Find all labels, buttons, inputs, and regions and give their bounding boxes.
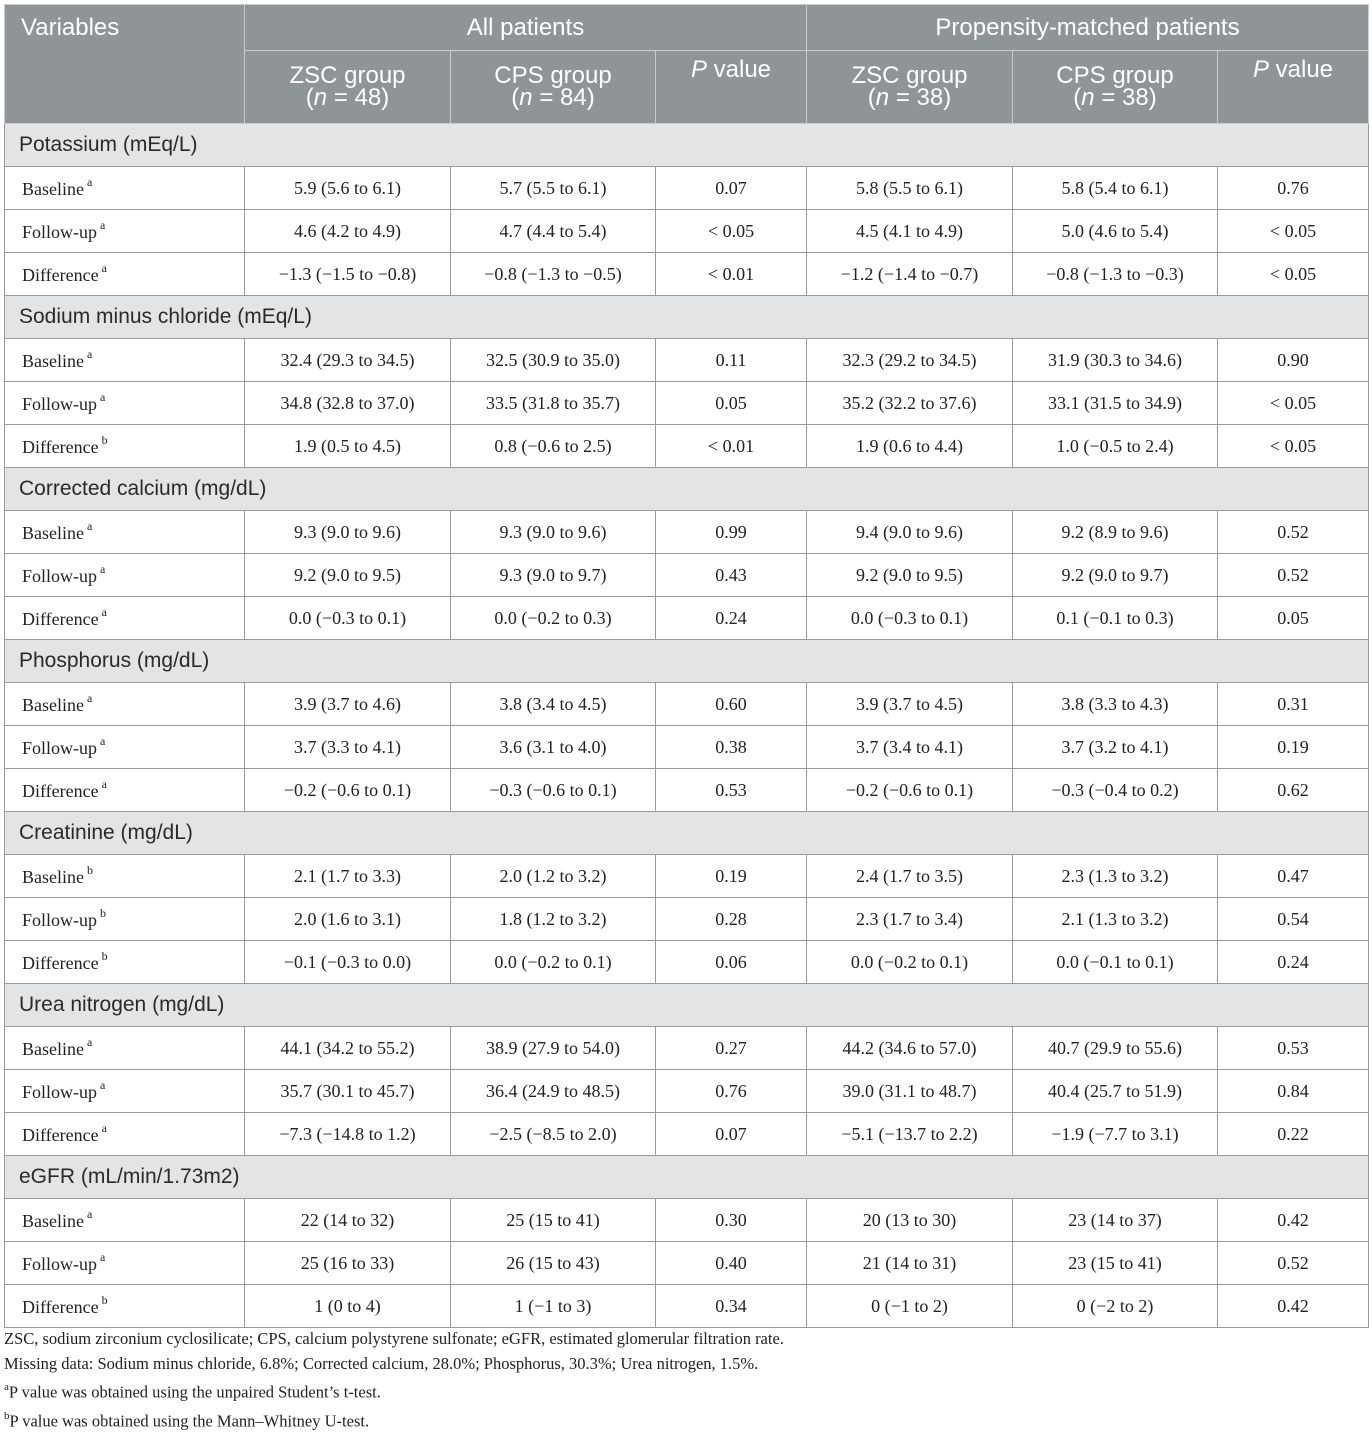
row-label-cell <box>5 554 245 597</box>
table-row <box>5 210 1369 253</box>
value-cell: 9.2 (9.0 to 9.5) <box>807 554 1013 597</box>
row-label-cell <box>5 1113 245 1156</box>
value-cell: 0 (−2 to 2) <box>1013 1285 1218 1328</box>
value-cell: 9.4 (9.0 to 9.6) <box>807 511 1013 554</box>
row-label: Baseline <box>22 866 84 887</box>
table-row <box>5 683 1369 726</box>
table-row <box>5 1113 1369 1156</box>
table-row <box>5 425 1369 468</box>
table-header <box>5 5 1369 124</box>
table-row <box>5 253 1369 296</box>
row-label: Follow-up <box>22 393 98 414</box>
value-cell: 0.62 <box>1218 769 1369 812</box>
row-label-cell <box>5 425 245 468</box>
value-cell: 1.9 (0.5 to 4.5) <box>245 425 451 468</box>
value-cell: 0.0 (−0.2 to 0.1) <box>807 941 1013 984</box>
value-cell: 0.0 (−0.2 to 0.3) <box>451 597 656 640</box>
value-cell: < 0.05 <box>1218 425 1369 468</box>
p-symbol: P <box>690 56 707 83</box>
row-footnote-mark: a <box>100 1249 106 1264</box>
table-row <box>5 167 1369 210</box>
value-cell: 0.99 <box>656 511 807 554</box>
table-row <box>5 1242 1369 1285</box>
value-cell: 9.3 (9.0 to 9.6) <box>245 511 451 554</box>
footnote-a-text: P value was obtained using the unpaired Student’s t-test. <box>8 1382 381 1402</box>
row-footnote-mark: a <box>101 604 107 619</box>
table-row <box>5 1027 1369 1070</box>
value-cell: −0.8 (−1.3 to −0.5) <box>451 253 656 296</box>
value-cell: 4.7 (4.4 to 5.4) <box>451 210 656 253</box>
value-cell: 21 (14 to 31) <box>807 1242 1013 1285</box>
section-title: eGFR (mL/min/1.73m2) <box>5 1156 1369 1199</box>
value-cell: 0.52 <box>1218 554 1369 597</box>
row-label: Follow-up <box>22 565 98 586</box>
n-symbol: n <box>1081 84 1095 111</box>
section-title: Creatinine (mg/dL) <box>5 812 1369 855</box>
section-title: Sodium minus chloride (mEq/L) <box>5 296 1369 339</box>
value-cell: 0.27 <box>656 1027 807 1070</box>
value-cell: 1 (−1 to 3) <box>451 1285 656 1328</box>
row-label: Difference <box>22 608 99 629</box>
row-label-cell <box>5 511 245 554</box>
value-cell: 3.9 (3.7 to 4.5) <box>807 683 1013 726</box>
value-cell: 2.0 (1.2 to 3.2) <box>451 855 656 898</box>
n-value: = 48 <box>333 84 382 111</box>
p-symbol: P <box>1252 56 1269 83</box>
section-row <box>5 1156 1369 1199</box>
value-cell: 9.2 (9.0 to 9.5) <box>245 554 451 597</box>
cps-label: CPS group <box>494 62 612 89</box>
all-patients-header: All patients <box>245 5 807 51</box>
row-footnote-mark: a <box>100 733 106 748</box>
footnote-a <box>4 1376 1368 1405</box>
value-cell: 0.24 <box>1218 941 1369 984</box>
value-cell: 3.7 (3.3 to 4.1) <box>245 726 451 769</box>
n-symbol: n <box>875 84 890 111</box>
row-label: Follow-up <box>22 1081 98 1102</box>
value-cell: 0.42 <box>1218 1285 1369 1328</box>
value-cell: −0.1 (−0.3 to 0.0) <box>245 941 451 984</box>
value-cell: 2.1 (1.7 to 3.3) <box>245 855 451 898</box>
value-cell: −0.2 (−0.6 to 0.1) <box>245 769 451 812</box>
value-cell: 39.0 (31.1 to 48.7) <box>807 1070 1013 1113</box>
all-zsc-header: ZSC group (n = 48) <box>245 51 451 124</box>
value-cell: 0.54 <box>1218 898 1369 941</box>
value-cell: 34.8 (32.8 to 37.0) <box>245 382 451 425</box>
value-cell: −1.9 (−7.7 to 3.1) <box>1013 1113 1218 1156</box>
value-cell: < 0.05 <box>656 210 807 253</box>
value-cell: 5.0 (4.6 to 5.4) <box>1013 210 1218 253</box>
all-cps-header: CPS group (n = 84) <box>451 51 656 124</box>
row-label: Follow-up <box>22 1253 98 1274</box>
lab-values-table <box>4 4 1369 1328</box>
value-cell: 9.3 (9.0 to 9.6) <box>451 511 656 554</box>
value-cell: 1.0 (−0.5 to 2.4) <box>1013 425 1218 468</box>
footnote-b-text: P value was obtained using the Mann–Whitney U-test. <box>9 1411 370 1431</box>
row-footnote-mark: b <box>100 905 107 920</box>
value-cell: 0.05 <box>656 382 807 425</box>
section-title: Urea nitrogen (mg/dL) <box>5 984 1369 1027</box>
value-cell: 0.05 <box>1218 597 1369 640</box>
section-row <box>5 812 1369 855</box>
row-footnote-mark: a <box>86 174 93 189</box>
section-title: Phosphorus (mg/dL) <box>5 640 1369 683</box>
row-label-cell <box>5 167 245 210</box>
value-cell: −0.3 (−0.4 to 0.2) <box>1013 769 1218 812</box>
variables-header: Variables <box>5 5 245 124</box>
matched-zsc-header: ZSC group (n = 38) <box>807 51 1013 124</box>
row-label-cell <box>5 941 245 984</box>
value-cell: 2.0 (1.6 to 3.1) <box>245 898 451 941</box>
value-cell: 32.4 (29.3 to 34.5) <box>245 339 451 382</box>
value-cell: 22 (14 to 32) <box>245 1199 451 1242</box>
value-cell: 35.2 (32.2 to 37.6) <box>807 382 1013 425</box>
value-cell: < 0.01 <box>656 425 807 468</box>
row-label: Difference <box>22 952 99 973</box>
value-cell: 5.9 (5.6 to 6.1) <box>245 167 451 210</box>
value-cell: −5.1 (−13.7 to 2.2) <box>807 1113 1013 1156</box>
n-value: = 38 <box>1101 84 1149 111</box>
value-cell: 2.4 (1.7 to 3.5) <box>807 855 1013 898</box>
missing-data-note: Missing data: Sodium minus chloride, 6.8%; Corrected calcium, 28.0%; Phosphorus, 30.3%; Urea nitrogen, 1.5%. <box>4 1353 759 1373</box>
footnote-b <box>4 1405 1368 1434</box>
value-cell: 0.43 <box>656 554 807 597</box>
table-row <box>5 769 1369 812</box>
value-cell: < 0.05 <box>1218 253 1369 296</box>
value-cell: 4.5 (4.1 to 4.9) <box>807 210 1013 253</box>
table-row <box>5 1070 1369 1113</box>
row-footnote-mark: a <box>86 690 93 705</box>
section-row <box>5 296 1369 339</box>
value-cell: 20 (13 to 30) <box>807 1199 1013 1242</box>
value-cell: 0.52 <box>1218 1242 1369 1285</box>
row-label: Follow-up <box>22 909 98 930</box>
section-row <box>5 124 1369 167</box>
abbreviation-note: ZSC, sodium zirconium cyclosilicate; CPS, calcium polystyrene sulfonate; eGFR, estimated glomerular filtration rate. <box>4 1329 784 1348</box>
row-label: Baseline <box>22 694 84 715</box>
n-symbol: n <box>313 84 328 111</box>
row-footnote-mark: a <box>86 1034 93 1049</box>
value-cell: 1 (0 to 4) <box>245 1285 451 1328</box>
value-cell: 0.19 <box>656 855 807 898</box>
value-cell: 0.38 <box>656 726 807 769</box>
value-cell: 0.24 <box>656 597 807 640</box>
value-cell: 0.28 <box>656 898 807 941</box>
row-footnote-mark: a <box>101 1120 107 1135</box>
value-cell: 0.0 (−0.3 to 0.1) <box>807 597 1013 640</box>
row-label-cell <box>5 855 245 898</box>
value-cell: 33.1 (31.5 to 34.9) <box>1013 382 1218 425</box>
value-cell: 3.9 (3.7 to 4.6) <box>245 683 451 726</box>
value-cell: 44.2 (34.6 to 57.0) <box>807 1027 1013 1070</box>
value-cell: 1.9 (0.6 to 4.4) <box>807 425 1013 468</box>
row-label: Follow-up <box>22 737 98 758</box>
value-cell: 0.42 <box>1218 1199 1369 1242</box>
value-cell: 31.9 (30.3 to 34.6) <box>1013 339 1218 382</box>
row-footnote-mark: b <box>86 862 93 877</box>
row-footnote-mark: a <box>100 561 106 576</box>
value-cell: 0 (−1 to 2) <box>807 1285 1013 1328</box>
value-cell: 0.60 <box>656 683 807 726</box>
footnote-b-mark: b <box>4 1410 10 1422</box>
row-label: Difference <box>22 1124 99 1145</box>
value-cell: 0.76 <box>1218 167 1369 210</box>
value-cell: 0.8 (−0.6 to 2.5) <box>451 425 656 468</box>
value-cell: 4.6 (4.2 to 4.9) <box>245 210 451 253</box>
value-cell: 0.1 (−0.1 to 0.3) <box>1013 597 1218 640</box>
row-label-cell <box>5 339 245 382</box>
table-container <box>4 4 1368 1328</box>
value-cell: 9.2 (9.0 to 9.7) <box>1013 554 1218 597</box>
value-cell: 9.2 (8.9 to 9.6) <box>1013 511 1218 554</box>
row-label: Baseline <box>22 522 84 543</box>
value-cell: 3.7 (3.4 to 4.1) <box>807 726 1013 769</box>
value-cell: 5.8 (5.5 to 6.1) <box>807 167 1013 210</box>
value-cell: 2.3 (1.7 to 3.4) <box>807 898 1013 941</box>
n-value: = 84 <box>539 84 587 111</box>
row-label-cell <box>5 1027 245 1070</box>
value-cell: 0.0 (−0.2 to 0.1) <box>451 941 656 984</box>
value-cell: −0.8 (−1.3 to −0.3) <box>1013 253 1218 296</box>
table-row <box>5 941 1369 984</box>
value-cell: 32.3 (29.2 to 34.5) <box>807 339 1013 382</box>
value-cell: 3.8 (3.4 to 4.5) <box>451 683 656 726</box>
value-cell: 25 (16 to 33) <box>245 1242 451 1285</box>
value-cell: 0.52 <box>1218 511 1369 554</box>
row-label-cell <box>5 726 245 769</box>
row-footnote-mark: a <box>100 217 106 232</box>
value-cell: 0.07 <box>656 167 807 210</box>
row-label-cell <box>5 1285 245 1328</box>
value-cell: 36.4 (24.9 to 48.5) <box>451 1070 656 1113</box>
value-cell: 40.7 (29.9 to 55.6) <box>1013 1027 1218 1070</box>
row-label-cell <box>5 210 245 253</box>
all-p-value-header <box>656 51 807 124</box>
value-word: value <box>1275 56 1334 83</box>
value-cell: 3.6 (3.1 to 4.0) <box>451 726 656 769</box>
value-cell: 23 (15 to 41) <box>1013 1242 1218 1285</box>
value-cell: −1.2 (−1.4 to −0.7) <box>807 253 1013 296</box>
value-cell: 5.7 (5.5 to 6.1) <box>451 167 656 210</box>
row-label: Follow-up <box>22 221 98 242</box>
value-cell: 3.7 (3.2 to 4.1) <box>1013 726 1218 769</box>
table-row <box>5 339 1369 382</box>
value-cell: < 0.05 <box>1218 382 1369 425</box>
row-footnote-mark: b <box>101 1292 108 1307</box>
value-cell: 0.22 <box>1218 1113 1369 1156</box>
table-row <box>5 554 1369 597</box>
matched-cps-header: CPS group (n = 38) <box>1013 51 1218 124</box>
value-cell: 0.07 <box>656 1113 807 1156</box>
cps-label: CPS group <box>1056 62 1174 89</box>
n-symbol: n <box>519 84 533 111</box>
row-label-cell <box>5 769 245 812</box>
value-cell: −1.3 (−1.5 to −0.8) <box>245 253 451 296</box>
value-cell: 0.34 <box>656 1285 807 1328</box>
zsc-label: ZSC group <box>851 62 968 89</box>
row-label-cell <box>5 597 245 640</box>
row-footnote-mark: a <box>101 776 107 791</box>
value-cell: 0.0 (−0.1 to 0.1) <box>1013 941 1218 984</box>
value-cell: 44.1 (34.2 to 55.2) <box>245 1027 451 1070</box>
table-row <box>5 855 1369 898</box>
row-label-cell <box>5 382 245 425</box>
value-cell: 0.53 <box>1218 1027 1369 1070</box>
section-row <box>5 468 1369 511</box>
table-row <box>5 511 1369 554</box>
row-label: Difference <box>22 436 99 457</box>
row-label-cell <box>5 253 245 296</box>
value-cell: 2.1 (1.3 to 3.2) <box>1013 898 1218 941</box>
value-cell: 5.8 (5.4 to 6.1) <box>1013 167 1218 210</box>
value-cell: 32.5 (30.9 to 35.0) <box>451 339 656 382</box>
matched-patients-header: Propensity-matched patients <box>807 5 1369 51</box>
table-body <box>5 124 1369 1328</box>
section-title: Potassium (mEq/L) <box>5 124 1369 167</box>
row-label-cell <box>5 1070 245 1113</box>
matched-p-value-header <box>1218 51 1369 124</box>
value-cell: 0.11 <box>656 339 807 382</box>
row-label: Difference <box>22 264 99 285</box>
value-cell: 35.7 (30.1 to 45.7) <box>245 1070 451 1113</box>
section-row <box>5 640 1369 683</box>
value-cell: 0.0 (−0.3 to 0.1) <box>245 597 451 640</box>
value-cell: 0.47 <box>1218 855 1369 898</box>
value-cell: 0.06 <box>656 941 807 984</box>
section-title: Corrected calcium (mg/dL) <box>5 468 1369 511</box>
value-cell: 0.40 <box>656 1242 807 1285</box>
footnote-a-mark: a <box>4 1381 9 1393</box>
value-cell: 9.3 (9.0 to 9.7) <box>451 554 656 597</box>
value-cell: 0.90 <box>1218 339 1369 382</box>
value-cell: 2.3 (1.3 to 3.2) <box>1013 855 1218 898</box>
value-cell: −7.3 (−14.8 to 1.2) <box>245 1113 451 1156</box>
n-value: = 38 <box>895 84 944 111</box>
value-cell: 0.30 <box>656 1199 807 1242</box>
row-footnote-mark: a <box>101 260 107 275</box>
value-cell: 33.5 (31.8 to 35.7) <box>451 382 656 425</box>
table-row <box>5 898 1369 941</box>
value-word: value <box>713 56 772 83</box>
row-footnote-mark: a <box>100 389 106 404</box>
value-cell: 0.76 <box>656 1070 807 1113</box>
row-footnote-mark: a <box>86 518 93 533</box>
value-cell: −0.2 (−0.6 to 0.1) <box>807 769 1013 812</box>
row-label: Baseline <box>22 350 84 371</box>
footnotes <box>4 1327 1368 1434</box>
row-footnote-mark: a <box>100 1077 106 1092</box>
row-label-cell <box>5 1199 245 1242</box>
row-footnote-mark: b <box>101 432 108 447</box>
value-cell: 40.4 (25.7 to 51.9) <box>1013 1070 1218 1113</box>
row-label: Difference <box>22 780 99 801</box>
row-label: Baseline <box>22 178 84 199</box>
value-cell: −0.3 (−0.6 to 0.1) <box>451 769 656 812</box>
value-cell: 1.8 (1.2 to 3.2) <box>451 898 656 941</box>
value-cell: 25 (15 to 41) <box>451 1199 656 1242</box>
row-footnote-mark: a <box>86 346 93 361</box>
row-footnote-mark: a <box>86 1206 93 1221</box>
value-cell: 23 (14 to 37) <box>1013 1199 1218 1242</box>
table-row <box>5 597 1369 640</box>
value-cell: 0.19 <box>1218 726 1369 769</box>
row-label-cell <box>5 898 245 941</box>
value-cell: 26 (15 to 43) <box>451 1242 656 1285</box>
table-row <box>5 382 1369 425</box>
section-row <box>5 984 1369 1027</box>
row-label: Difference <box>22 1296 99 1317</box>
row-label: Baseline <box>22 1210 84 1231</box>
zsc-label: ZSC group <box>289 62 406 89</box>
value-cell: 0.53 <box>656 769 807 812</box>
value-cell: −2.5 (−8.5 to 2.0) <box>451 1113 656 1156</box>
table-row <box>5 1285 1369 1328</box>
row-label-cell <box>5 1242 245 1285</box>
row-footnote-mark: b <box>101 948 108 963</box>
value-cell: 3.8 (3.3 to 4.3) <box>1013 683 1218 726</box>
value-cell: < 0.01 <box>656 253 807 296</box>
value-cell: 38.9 (27.9 to 54.0) <box>451 1027 656 1070</box>
value-cell: 0.31 <box>1218 683 1369 726</box>
table-row <box>5 726 1369 769</box>
row-label: Baseline <box>22 1038 84 1059</box>
table-row <box>5 1199 1369 1242</box>
value-cell: 0.84 <box>1218 1070 1369 1113</box>
row-label-cell <box>5 683 245 726</box>
value-cell: < 0.05 <box>1218 210 1369 253</box>
